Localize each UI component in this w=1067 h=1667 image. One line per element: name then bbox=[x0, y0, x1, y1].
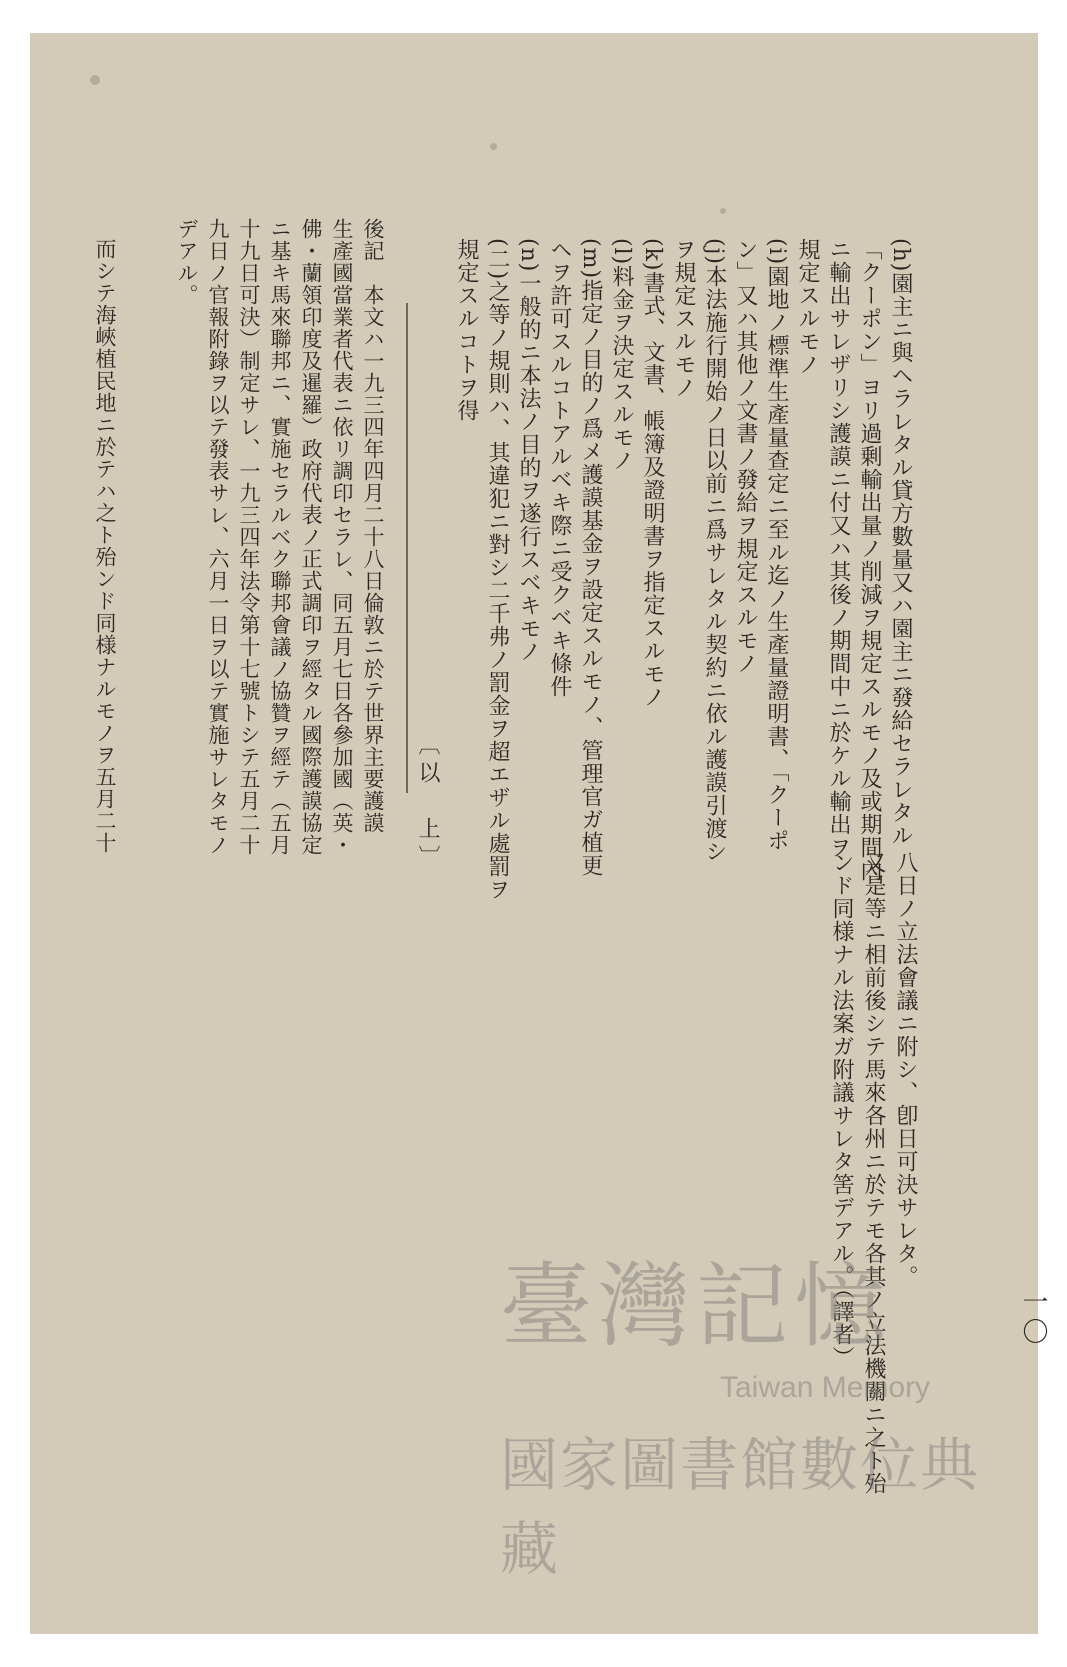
text-column-h4: 規定スルモノ bbox=[795, 238, 820, 376]
text-column-i1: (i)園地ノ標準生產量查定ニ至ル迄ノ生產量證明書、「クーポ bbox=[764, 238, 789, 853]
right-column-1: 八日ノ立法會議ニ附シ、卽日可決サレタ。 bbox=[893, 851, 918, 1288]
postscript-column-4: ニ基キ馬來聯邦ニ、實施セラルベク聯邦會議ノ協贊ヲ經テ（五月 bbox=[268, 218, 292, 856]
text-column-i2: ン」又ハ其他ノ文書ノ發給ヲ規定スルモノ bbox=[733, 238, 758, 675]
watermark-logo: 臺灣記憶 bbox=[500, 1253, 893, 1360]
paper-speck bbox=[90, 75, 100, 85]
text-column-h2: 「クーポン」ヨリ過剰輸出量ノ削減ヲ規定スルモノ及或期間內 bbox=[857, 238, 882, 882]
watermark-subtitle: 國家圖書館數位典藏 bbox=[500, 1431, 981, 1583]
page-number: 一〇 bbox=[1018, 1288, 1048, 1348]
text-column-h1: (h)園主ニ與ヘラレタル貸方數量又ハ園主ニ發給セラレタル bbox=[888, 238, 913, 848]
right-column-2: 又是等ニ相前後シテ馬來各州ニ於テモ各其ノ立法機關ニ之ト殆 bbox=[861, 851, 886, 1495]
postscript-column-2: 生產國當業者代表ニ依リ調印セラレ、同五月七日各參加國（英・ bbox=[330, 218, 354, 856]
divider-rule bbox=[406, 303, 408, 793]
postscript-column-6: 九日ノ官報附錄ヲ以テ發表サレ、六月一日ヲ以テ實施サレタモノ bbox=[206, 218, 230, 856]
text-column-k: (k)書式、文書、帳簿及證明書ヲ指定スルモノ bbox=[640, 238, 665, 709]
text-column-m1: (m)指定ノ目的ノ爲メ護謨基金ヲ設定スルモノ、管理官ガ植更 bbox=[578, 238, 603, 878]
text-column-l: (l)料金ヲ決定スルモノ bbox=[609, 238, 634, 473]
scanned-page bbox=[30, 33, 1048, 1634]
postscript-column-5: 十九日可決）制定サレ、一九三四年法令第十七號トシテ五月二十 bbox=[237, 218, 261, 856]
text-column-j1: (j)本法施行開始ノ日以前ニ爲サレタル契約ニ依ル護謨引渡シ bbox=[702, 238, 727, 863]
text-column-n: (n)一般的ニ本法ノ目的ヲ遂行スベキモノ bbox=[516, 238, 541, 664]
paper-speck bbox=[490, 143, 497, 150]
text-column-j2: ヲ規定スルモノ bbox=[671, 238, 696, 399]
postscript-column-1: 後記 本文ハ一九三四年四月二十八日倫敦ニ於テ世界主要護謨 bbox=[361, 218, 385, 834]
text-column-h3: ニ輸出サレザリシ護謨ニ付又ハ其後ノ期間中ニ於ケル輸出ヲ bbox=[826, 238, 851, 859]
paper-speck bbox=[720, 208, 726, 214]
postscript-column-3: 佛・蘭領印度及暹羅）政府代表ノ正式調印ヲ經タル國際護謨協定 bbox=[299, 218, 323, 856]
text-column-m2: ヘヲ許可スルコトアルベキ際ニ受クベキ條件 bbox=[547, 238, 572, 698]
end-mark: 〔以 上〕 bbox=[415, 733, 440, 873]
postscript-column-7: デアル。 bbox=[175, 218, 199, 306]
watermark-english: Taiwan Memory bbox=[720, 1371, 931, 1404]
text-column-2-1: (二)之等ノ規則ハ、其違犯ニ對シ二千弗ノ罰金ヲ超エザル處罰ヲ bbox=[485, 238, 510, 902]
postscript-column-8: 而シテ海峽植民地ニ於テハ之ト殆ンド同様ナルモノヲ五月二十 bbox=[93, 238, 117, 854]
right-column-3: ンド同様ナル法案ガ附議サレタ筈デアル。（譯者） bbox=[829, 851, 854, 1369]
text-column-2-2: 規定スルコトヲ得 bbox=[454, 238, 479, 422]
